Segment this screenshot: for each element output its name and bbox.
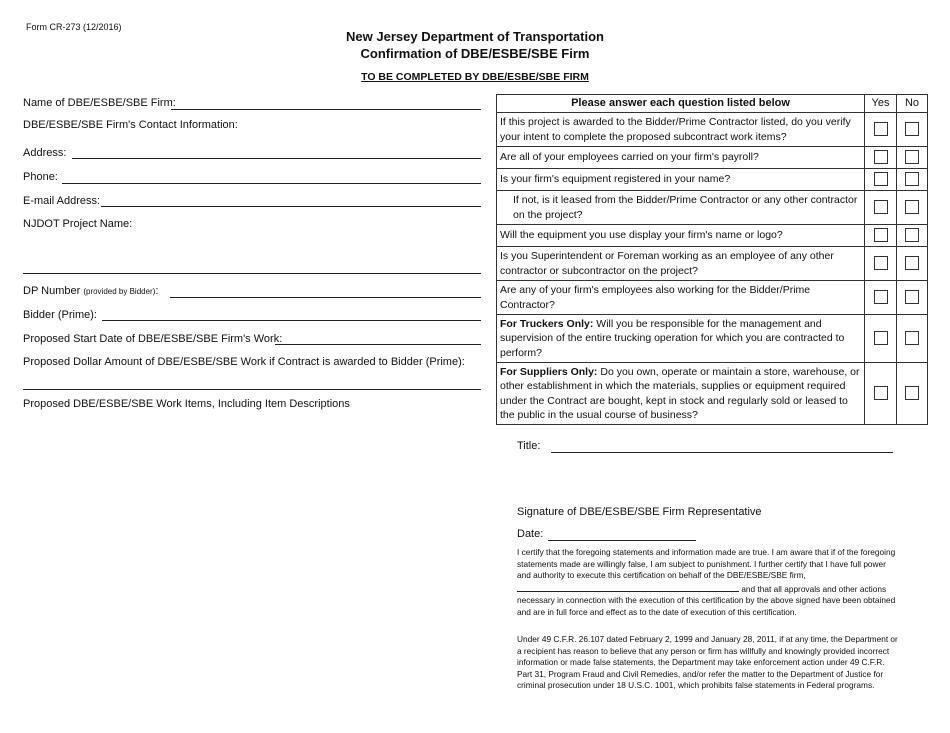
- completion-instruction: TO BE COMPLETED BY DBE/ESBE/SBE FIRM: [361, 71, 589, 83]
- question-lead: For Truckers Only:: [500, 317, 594, 330]
- date-label: Date:: [517, 528, 544, 540]
- question-row: [497, 113, 928, 147]
- question-row: [497, 225, 928, 247]
- dp-number-field[interactable]: [170, 297, 481, 298]
- page-subtitle: Confirmation of DBE/ESBE/SBE Firm: [360, 46, 590, 61]
- question-text: Are any of your firm's employees also working for the Bidder/Prime Contractor?: [497, 281, 865, 315]
- bidder-label: Bidder (Prime):: [23, 309, 97, 321]
- dp-number-label: [23, 285, 158, 297]
- certification-text-part2: and that all approvals and other actions necessary in connection with the execution of this certification by the above signed have been obtained and are in full force and effect as to the date of execution of this certification.: [517, 583, 896, 617]
- questions-table: [496, 94, 928, 425]
- dp-number-label-text: DP Number: [23, 285, 81, 297]
- project-name-label: NJDOT Project Name:: [23, 218, 133, 230]
- question-text: Is your firm's equipment registered in your name?: [497, 169, 865, 191]
- dollar-amount-label: Proposed Dollar Amount of DBE/ESBE/SBE Work if Contract is awarded to Bidder (Prime):: [23, 356, 465, 368]
- phone-label: Phone:: [23, 171, 58, 183]
- question-text: Are all of your employees carried on your firm's payroll?: [497, 147, 865, 169]
- title-field[interactable]: [551, 452, 893, 453]
- dollar-amount-field[interactable]: [23, 389, 481, 390]
- yes-checkbox[interactable]: [874, 256, 888, 270]
- yes-checkbox[interactable]: [874, 386, 888, 400]
- question-text: If not, is it leased from the Bidder/Prime Contractor or any other contractor on the project?: [497, 191, 865, 225]
- no-checkbox[interactable]: [905, 290, 919, 304]
- yes-column-header: Yes: [865, 95, 897, 113]
- email-field[interactable]: [101, 206, 481, 207]
- question-row: [497, 191, 928, 225]
- certification-paragraph: [517, 547, 902, 619]
- dp-number-colon: :: [155, 285, 159, 297]
- yes-checkbox[interactable]: [874, 290, 888, 304]
- no-column-header: No: [897, 95, 928, 113]
- address-field[interactable]: [72, 158, 481, 159]
- no-checkbox[interactable]: [905, 200, 919, 214]
- question-row: [497, 247, 928, 281]
- start-date-label: Proposed Start Date of DBE/ESBE/SBE Firm's Work:: [23, 333, 283, 345]
- legal-notice-paragraph: Under 49 C.F.R. 26.107 dated February 2, 1999 and January 28, 2011, if at any time, the Department or a recipient has reason to believe that any person or firm has willfully and knowingly provided incorrect information or made false statements, the Department may take enforcement action under 49 C.F.R. Part 31, Program Fraud and Civil Remedies, and/or refer the matter to the Department of Justice for criminal prosecution under 18 U.S.C. 1001, which prohibits false statements in Federal programs.: [517, 634, 898, 691]
- contact-info-label: DBE/ESBE/SBE Firm's Contact Information:: [23, 119, 238, 131]
- questions-header: Please answer each question listed below: [497, 95, 865, 113]
- no-checkbox[interactable]: [905, 386, 919, 400]
- firm-name-field[interactable]: [171, 109, 481, 110]
- address-label: Address:: [23, 147, 67, 159]
- work-items-label: Proposed DBE/ESBE/SBE Work Items, Including Item Descriptions: [23, 398, 350, 410]
- question-text: If this project is awarded to the Bidder/Prime Contractor listed, do you verify your intent to complete the proposed subcontract work items?: [497, 113, 865, 147]
- certification-text-part1: I certify that the foregoing statements and information made are true. I am aware that if of the foregoing statements made are willingly false, I am subject to punishment. I further certify that I have full power and authority to execute this certification on behalf of the DBE/ESBE/SBE firm,: [517, 547, 896, 581]
- yes-checkbox[interactable]: [874, 200, 888, 214]
- bidder-field[interactable]: [102, 320, 481, 321]
- phone-field[interactable]: [62, 183, 481, 184]
- question-row: [497, 281, 928, 315]
- yes-checkbox[interactable]: [874, 228, 888, 242]
- no-checkbox[interactable]: [905, 122, 919, 136]
- question-body: Do you own, operate or maintain a store, warehouse, or other establishment in which the materials, supplies or equipment required under the Contract are bought, kept in stock and regularly sold or leased to the public in the usual course of business?: [500, 365, 860, 421]
- signature-label: Signature of DBE/ESBE/SBE Firm Representative: [517, 506, 762, 518]
- start-date-field[interactable]: [275, 344, 481, 345]
- dp-number-note: (provided by Bidder): [83, 287, 156, 296]
- no-checkbox[interactable]: [905, 331, 919, 345]
- title-label: Title:: [517, 440, 541, 452]
- question-row: [497, 169, 928, 191]
- question-text: [497, 363, 865, 425]
- no-checkbox[interactable]: [905, 172, 919, 186]
- form-number: Form CR-273 (12/2016): [26, 22, 122, 32]
- question-text: Is you Superintendent or Foreman working as an employee of any other contractor or subcontractor on the project?: [497, 247, 865, 281]
- question-text: [497, 315, 865, 363]
- question-lead: For Suppliers Only:: [500, 365, 598, 378]
- project-name-field[interactable]: [23, 273, 481, 274]
- question-body: Will you be responsible for the management and supervision of the entire trucking operation for which you are contracted to perform?: [500, 317, 845, 359]
- email-label: E-mail Address:: [23, 195, 101, 207]
- yes-checkbox[interactable]: [874, 122, 888, 136]
- yes-checkbox[interactable]: [874, 172, 888, 186]
- no-checkbox[interactable]: [905, 150, 919, 164]
- page-title: New Jersey Department of Transportation: [346, 29, 604, 44]
- yes-checkbox[interactable]: [874, 331, 888, 345]
- no-checkbox[interactable]: [905, 256, 919, 270]
- question-row: [497, 315, 928, 363]
- question-text: Will the equipment you use display your firm's name or logo?: [497, 225, 865, 247]
- question-row: [497, 147, 928, 169]
- question-row: [497, 363, 928, 425]
- date-field[interactable]: [548, 540, 696, 541]
- yes-checkbox[interactable]: [874, 150, 888, 164]
- firm-name-label: Name of DBE/ESBE/SBE Firm:: [23, 97, 176, 109]
- firm-blank-field[interactable]: [517, 582, 739, 592]
- no-checkbox[interactable]: [905, 228, 919, 242]
